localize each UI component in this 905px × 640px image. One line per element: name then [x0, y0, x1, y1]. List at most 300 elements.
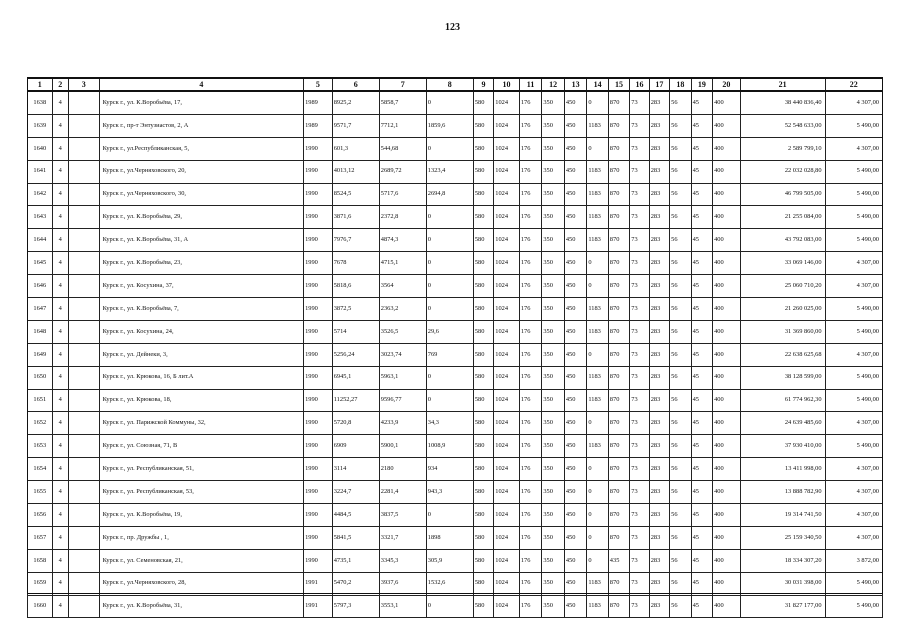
cell-col-15: 870 — [608, 435, 629, 458]
cell-col-15: 870 — [608, 160, 629, 183]
cell-col-16: 73 — [630, 549, 649, 572]
cell-col-5: 1990 — [304, 137, 333, 160]
cell-col-21: 30 031 398,00 — [740, 572, 825, 595]
cell-col-22: 5 490,00 — [825, 595, 882, 618]
cell-col-10: 1024 — [494, 595, 520, 618]
cell-col-17: 283 — [649, 435, 669, 458]
cell-col-11: 176 — [519, 549, 542, 572]
cell-col-19: 45 — [691, 458, 712, 481]
cell-col-16: 73 — [630, 320, 649, 343]
cell-col-18: 56 — [670, 229, 691, 252]
cell-col-18: 56 — [670, 114, 691, 137]
cell-col-11: 176 — [519, 481, 542, 504]
cell-col-21: 18 334 307,20 — [740, 549, 825, 572]
cell-col-3 — [68, 435, 99, 458]
column-header-20: 20 — [713, 78, 741, 91]
cell-col-8: 1859,6 — [426, 114, 473, 137]
cell-col-19: 45 — [691, 366, 712, 389]
cell-col-16: 73 — [630, 504, 649, 527]
cell-col-10: 1024 — [494, 526, 520, 549]
cell-col-20: 400 — [713, 91, 741, 114]
cell-col-19: 45 — [691, 114, 712, 137]
cell-col-12: 350 — [542, 389, 565, 412]
cell-col-5: 1990 — [304, 320, 333, 343]
cell-col-7: 2281,4 — [379, 481, 426, 504]
cell-col-17: 283 — [649, 298, 669, 321]
cell-col-12: 350 — [542, 160, 565, 183]
cell-col-15: 870 — [608, 252, 629, 275]
cell-col-14: 1183 — [587, 389, 608, 412]
cell-col-17: 283 — [649, 549, 669, 572]
cell-col-5: 1990 — [304, 389, 333, 412]
cell-col-21: 25 159 340,50 — [740, 526, 825, 549]
cell-col-16: 73 — [630, 526, 649, 549]
cell-col-19: 45 — [691, 572, 712, 595]
cell-col-12: 350 — [542, 366, 565, 389]
cell-col-18: 56 — [670, 160, 691, 183]
cell-col-13: 450 — [564, 435, 587, 458]
cell-col-2: 4 — [52, 229, 68, 252]
cell-col-14: 0 — [587, 252, 608, 275]
cell-col-5: 1991 — [304, 595, 333, 618]
cell-col-22: 5 490,00 — [825, 572, 882, 595]
cell-col-4: Курск г., ул. К.Воробьёва, 29, — [99, 206, 304, 229]
cell-col-3 — [68, 298, 99, 321]
cell-col-2: 4 — [52, 572, 68, 595]
cell-col-4: Курск г., ул. Республиканская, 51, — [99, 458, 304, 481]
cell-col-20: 400 — [713, 160, 741, 183]
cell-col-20: 400 — [713, 412, 741, 435]
cell-col-3 — [68, 252, 99, 275]
cell-col-3 — [68, 595, 99, 618]
cell-col-2: 4 — [52, 137, 68, 160]
cell-col-6: 5818,6 — [332, 275, 379, 298]
cell-col-6: 3224,7 — [332, 481, 379, 504]
cell-col-10: 1024 — [494, 137, 520, 160]
cell-col-17: 283 — [649, 160, 669, 183]
cell-col-22: 4 307,00 — [825, 137, 882, 160]
cell-col-18: 56 — [670, 412, 691, 435]
cell-col-11: 176 — [519, 504, 542, 527]
cell-col-12: 350 — [542, 504, 565, 527]
cell-col-12: 350 — [542, 572, 565, 595]
cell-col-7: 5717,6 — [379, 183, 426, 206]
cell-col-11: 176 — [519, 366, 542, 389]
table-row — [28, 183, 883, 206]
cell-col-17: 283 — [649, 458, 669, 481]
cell-col-22: 4 307,00 — [825, 343, 882, 366]
cell-col-12: 350 — [542, 298, 565, 321]
cell-col-7: 3345,3 — [379, 549, 426, 572]
cell-col-18: 56 — [670, 206, 691, 229]
cell-col-8: 1532,6 — [426, 572, 473, 595]
cell-col-22: 5 490,00 — [825, 435, 882, 458]
cell-col-21: 22 638 625,68 — [740, 343, 825, 366]
cell-col-7: 5858,7 — [379, 91, 426, 114]
column-header-3: 3 — [68, 78, 99, 91]
table-row — [28, 366, 883, 389]
cell-col-4: Курск г., ул. Крюкова, 18, — [99, 389, 304, 412]
cell-col-6: 4735,1 — [332, 549, 379, 572]
cell-col-21: 38 440 836,40 — [740, 91, 825, 114]
cell-col-6: 6945,1 — [332, 366, 379, 389]
cell-col-2: 4 — [52, 526, 68, 549]
cell-col-21: 61 774 962,30 — [740, 389, 825, 412]
cell-col-19: 45 — [691, 595, 712, 618]
cell-col-10: 1024 — [494, 183, 520, 206]
cell-col-11: 176 — [519, 320, 542, 343]
cell-col-9: 580 — [473, 114, 493, 137]
cell-col-15: 870 — [608, 481, 629, 504]
cell-col-18: 56 — [670, 91, 691, 114]
cell-col-11: 176 — [519, 526, 542, 549]
cell-col-14: 0 — [587, 275, 608, 298]
cell-col-13: 450 — [564, 160, 587, 183]
cell-col-11: 176 — [519, 91, 542, 114]
cell-col-4: Курск г., пр. Дружбы , 1, — [99, 526, 304, 549]
page-number: 123 — [445, 22, 460, 33]
cell-col-21: 21 260 025,00 — [740, 298, 825, 321]
cell-col-19: 45 — [691, 320, 712, 343]
cell-col-11: 176 — [519, 389, 542, 412]
cell-col-2: 4 — [52, 504, 68, 527]
cell-col-14: 0 — [587, 412, 608, 435]
cell-col-5: 1990 — [304, 366, 333, 389]
cell-col-19: 45 — [691, 435, 712, 458]
cell-col-16: 73 — [630, 389, 649, 412]
cell-col-10: 1024 — [494, 343, 520, 366]
cell-col-19: 45 — [691, 137, 712, 160]
cell-col-15: 870 — [608, 275, 629, 298]
cell-col-11: 176 — [519, 343, 542, 366]
cell-col-10: 1024 — [494, 366, 520, 389]
cell-col-14: 1183 — [587, 366, 608, 389]
cell-col-7: 3526,5 — [379, 320, 426, 343]
cell-col-9: 580 — [473, 572, 493, 595]
cell-col-21: 22 032 028,80 — [740, 160, 825, 183]
table-row — [28, 114, 883, 137]
cell-col-22: 5 490,00 — [825, 320, 882, 343]
table-row — [28, 275, 883, 298]
cell-col-17: 283 — [649, 366, 669, 389]
cell-col-22: 4 307,00 — [825, 504, 882, 527]
cell-col-21: 46 799 505,00 — [740, 183, 825, 206]
cell-col-3 — [68, 320, 99, 343]
cell-col-21: 25 060 710,20 — [740, 275, 825, 298]
cell-col-18: 56 — [670, 481, 691, 504]
cell-col-6: 4484,5 — [332, 504, 379, 527]
cell-col-22: 4 307,00 — [825, 91, 882, 114]
cell-col-14: 1183 — [587, 183, 608, 206]
cell-col-13: 450 — [564, 343, 587, 366]
cell-col-15: 870 — [608, 320, 629, 343]
cell-col-7: 4233,9 — [379, 412, 426, 435]
cell-col-5: 1989 — [304, 114, 333, 137]
cell-col-13: 450 — [564, 526, 587, 549]
cell-col-4: Курск г., ул. Дейнеки, 3, — [99, 343, 304, 366]
cell-col-10: 1024 — [494, 572, 520, 595]
cell-col-13: 450 — [564, 320, 587, 343]
cell-col-16: 73 — [630, 137, 649, 160]
cell-col-22: 5 490,00 — [825, 183, 882, 206]
cell-col-8: 29,6 — [426, 320, 473, 343]
cell-col-9: 580 — [473, 366, 493, 389]
cell-col-12: 350 — [542, 206, 565, 229]
cell-col-19: 45 — [691, 412, 712, 435]
column-header-2: 2 — [52, 78, 68, 91]
cell-col-14: 0 — [587, 91, 608, 114]
cell-col-20: 400 — [713, 572, 741, 595]
cell-col-11: 176 — [519, 275, 542, 298]
table-row — [28, 549, 883, 572]
cell-col-4: Курск г., ул. Косухина, 24, — [99, 320, 304, 343]
cell-col-8: 0 — [426, 298, 473, 321]
table-header — [28, 78, 883, 91]
cell-col-14: 0 — [587, 549, 608, 572]
cell-col-19: 45 — [691, 275, 712, 298]
table-row — [28, 137, 883, 160]
cell-col-16: 73 — [630, 366, 649, 389]
cell-col-6: 6909 — [332, 435, 379, 458]
cell-col-12: 350 — [542, 320, 565, 343]
cell-col-4: Курск г., ул. Семеновская, 21, — [99, 549, 304, 572]
cell-col-21: 31 369 860,00 — [740, 320, 825, 343]
cell-col-21: 24 639 485,60 — [740, 412, 825, 435]
cell-col-21: 52 548 633,00 — [740, 114, 825, 137]
cell-col-16: 73 — [630, 252, 649, 275]
cell-col-1: 1644 — [28, 229, 53, 252]
cell-col-3 — [68, 572, 99, 595]
cell-col-9: 580 — [473, 343, 493, 366]
cell-col-19: 45 — [691, 481, 712, 504]
column-number-row — [28, 78, 883, 91]
cell-col-20: 400 — [713, 481, 741, 504]
cell-col-8: 0 — [426, 389, 473, 412]
cell-col-15: 870 — [608, 229, 629, 252]
cell-col-18: 56 — [670, 458, 691, 481]
table-row — [28, 572, 883, 595]
cell-col-9: 580 — [473, 504, 493, 527]
cell-col-18: 56 — [670, 252, 691, 275]
column-header-8: 8 — [426, 78, 473, 91]
table-row — [28, 160, 883, 183]
cell-col-15: 870 — [608, 298, 629, 321]
cell-col-2: 4 — [52, 252, 68, 275]
cell-col-3 — [68, 160, 99, 183]
cell-col-17: 283 — [649, 91, 669, 114]
cell-col-22: 4 307,00 — [825, 252, 882, 275]
cell-col-2: 4 — [52, 320, 68, 343]
cell-col-11: 176 — [519, 572, 542, 595]
column-header-1: 1 — [28, 78, 53, 91]
cell-col-18: 56 — [670, 320, 691, 343]
column-header-10: 10 — [494, 78, 520, 91]
cell-col-8: 1898 — [426, 526, 473, 549]
cell-col-10: 1024 — [494, 412, 520, 435]
cell-col-17: 283 — [649, 595, 669, 618]
cell-col-1: 1642 — [28, 183, 53, 206]
cell-col-9: 580 — [473, 137, 493, 160]
cell-col-2: 4 — [52, 435, 68, 458]
table-row — [28, 320, 883, 343]
cell-col-21: 2 589 799,10 — [740, 137, 825, 160]
cell-col-15: 870 — [608, 366, 629, 389]
cell-col-8: 0 — [426, 206, 473, 229]
cell-col-13: 450 — [564, 252, 587, 275]
column-header-13: 13 — [564, 78, 587, 91]
cell-col-12: 350 — [542, 91, 565, 114]
cell-col-15: 870 — [608, 206, 629, 229]
cell-col-16: 73 — [630, 458, 649, 481]
cell-col-17: 283 — [649, 572, 669, 595]
cell-col-13: 450 — [564, 481, 587, 504]
cell-col-20: 400 — [713, 206, 741, 229]
cell-col-22: 4 307,00 — [825, 412, 882, 435]
table-row — [28, 298, 883, 321]
cell-col-3 — [68, 504, 99, 527]
cell-col-5: 1990 — [304, 481, 333, 504]
cell-col-19: 45 — [691, 389, 712, 412]
cell-col-11: 176 — [519, 114, 542, 137]
column-header-9: 9 — [473, 78, 493, 91]
cell-col-17: 283 — [649, 320, 669, 343]
cell-col-3 — [68, 389, 99, 412]
cell-col-12: 350 — [542, 137, 565, 160]
cell-col-20: 400 — [713, 114, 741, 137]
cell-col-1: 1657 — [28, 526, 53, 549]
cell-col-7: 3564 — [379, 275, 426, 298]
table-row — [28, 412, 883, 435]
cell-col-14: 0 — [587, 526, 608, 549]
cell-col-2: 4 — [52, 481, 68, 504]
cell-col-20: 400 — [713, 137, 741, 160]
cell-col-13: 450 — [564, 389, 587, 412]
cell-col-10: 1024 — [494, 298, 520, 321]
cell-col-22: 5 490,00 — [825, 389, 882, 412]
cell-col-15: 870 — [608, 572, 629, 595]
table-row — [28, 595, 883, 618]
cell-col-12: 350 — [542, 252, 565, 275]
cell-col-4: Курск г., ул. К.Воробьёва, 31, А — [99, 229, 304, 252]
cell-col-15: 870 — [608, 343, 629, 366]
column-header-21: 21 — [740, 78, 825, 91]
cell-col-7: 5900,1 — [379, 435, 426, 458]
cell-col-2: 4 — [52, 366, 68, 389]
cell-col-17: 283 — [649, 114, 669, 137]
cell-col-7: 3937,6 — [379, 572, 426, 595]
cell-col-5: 1990 — [304, 526, 333, 549]
cell-col-1: 1641 — [28, 160, 53, 183]
cell-col-17: 283 — [649, 526, 669, 549]
cell-col-13: 450 — [564, 572, 587, 595]
cell-col-12: 350 — [542, 114, 565, 137]
cell-col-5: 1990 — [304, 275, 333, 298]
cell-col-5: 1990 — [304, 206, 333, 229]
cell-col-9: 580 — [473, 412, 493, 435]
cell-col-22: 4 307,00 — [825, 458, 882, 481]
table-row — [28, 229, 883, 252]
cell-col-19: 45 — [691, 206, 712, 229]
cell-col-4: Курск г., ул. Союзная, 71, В — [99, 435, 304, 458]
cell-col-10: 1024 — [494, 252, 520, 275]
cell-col-6: 601,3 — [332, 137, 379, 160]
cell-col-17: 283 — [649, 229, 669, 252]
cell-col-2: 4 — [52, 458, 68, 481]
cell-col-19: 45 — [691, 160, 712, 183]
cell-col-22: 5 490,00 — [825, 366, 882, 389]
cell-col-7: 2363,2 — [379, 298, 426, 321]
cell-col-20: 400 — [713, 252, 741, 275]
column-header-11: 11 — [519, 78, 542, 91]
cell-col-21: 13 411 998,00 — [740, 458, 825, 481]
cell-col-6: 3871,6 — [332, 206, 379, 229]
cell-col-20: 400 — [713, 366, 741, 389]
cell-col-17: 283 — [649, 481, 669, 504]
column-header-17: 17 — [649, 78, 669, 91]
cell-col-15: 870 — [608, 114, 629, 137]
cell-col-16: 73 — [630, 412, 649, 435]
cell-col-5: 1990 — [304, 504, 333, 527]
cell-col-13: 450 — [564, 504, 587, 527]
cell-col-13: 450 — [564, 183, 587, 206]
cell-col-21: 33 069 146,00 — [740, 252, 825, 275]
cell-col-20: 400 — [713, 526, 741, 549]
cell-col-4: Курск г., ул.Черняховского, 28, — [99, 572, 304, 595]
cell-col-21: 38 128 599,00 — [740, 366, 825, 389]
cell-col-4: Курск г., ул. Республиканская, 53, — [99, 481, 304, 504]
cell-col-4: Курск г., ул.Республиканская, 5, — [99, 137, 304, 160]
cell-col-14: 0 — [587, 481, 608, 504]
cell-col-8: 769 — [426, 343, 473, 366]
cell-col-18: 56 — [670, 389, 691, 412]
cell-col-2: 4 — [52, 206, 68, 229]
cell-col-1: 1640 — [28, 137, 53, 160]
cell-col-21: 43 792 083,00 — [740, 229, 825, 252]
cell-col-2: 4 — [52, 160, 68, 183]
cell-col-17: 283 — [649, 275, 669, 298]
cell-col-17: 283 — [649, 137, 669, 160]
cell-col-14: 1183 — [587, 435, 608, 458]
cell-col-11: 176 — [519, 252, 542, 275]
cell-col-10: 1024 — [494, 435, 520, 458]
cell-col-17: 283 — [649, 412, 669, 435]
cell-col-22: 4 307,00 — [825, 275, 882, 298]
cell-col-6: 11252,27 — [332, 389, 379, 412]
cell-col-3 — [68, 412, 99, 435]
cell-col-2: 4 — [52, 183, 68, 206]
cell-col-9: 580 — [473, 183, 493, 206]
cell-col-6: 5797,3 — [332, 595, 379, 618]
cell-col-11: 176 — [519, 435, 542, 458]
cell-col-2: 4 — [52, 412, 68, 435]
cell-col-4: Курск г., ул. К.Воробьёва, 17, — [99, 91, 304, 114]
cell-col-11: 176 — [519, 298, 542, 321]
cell-col-12: 350 — [542, 183, 565, 206]
cell-col-4: Курск г., ул. К.Воробьёва, 7, — [99, 298, 304, 321]
cell-col-16: 73 — [630, 183, 649, 206]
cell-col-20: 400 — [713, 183, 741, 206]
cell-col-1: 1656 — [28, 504, 53, 527]
cell-col-6: 7976,7 — [332, 229, 379, 252]
cell-col-2: 4 — [52, 91, 68, 114]
cell-col-9: 580 — [473, 389, 493, 412]
cell-col-11: 176 — [519, 137, 542, 160]
cell-col-16: 73 — [630, 343, 649, 366]
cell-col-2: 4 — [52, 343, 68, 366]
cell-col-17: 283 — [649, 252, 669, 275]
cell-col-13: 450 — [564, 298, 587, 321]
cell-col-13: 450 — [564, 412, 587, 435]
